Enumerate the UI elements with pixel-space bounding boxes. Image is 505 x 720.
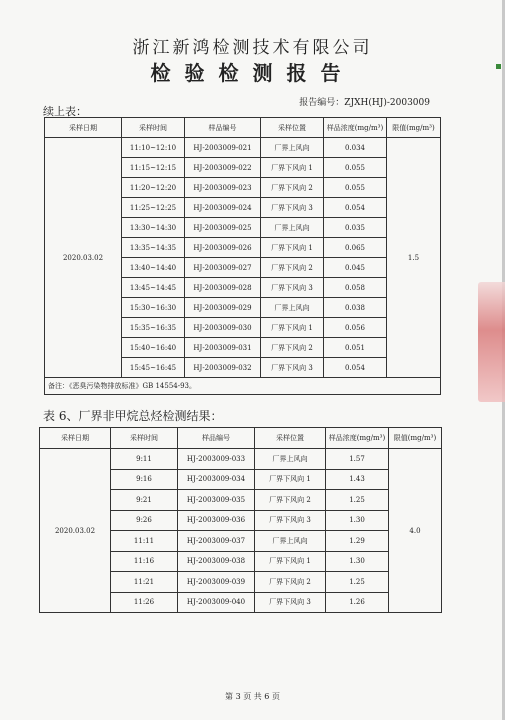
concentration: 1.25 <box>326 490 389 511</box>
sample-time: 9:26 <box>111 510 178 531</box>
sample-time: 9:11 <box>111 449 178 470</box>
concentration: 0.055 <box>324 158 387 178</box>
sample-location: 厂界下风向 2 <box>261 178 324 198</box>
sample-location: 厂界下风向 3 <box>261 358 324 378</box>
sample-time: 15:35~16:35 <box>122 318 185 338</box>
sample-id: HJ-2003009-031 <box>185 338 261 358</box>
sample-id: HJ-2003009-027 <box>185 258 261 278</box>
sample-id: HJ-2003009-021 <box>185 138 261 158</box>
sample-time: 13:40~14:40 <box>122 258 185 278</box>
header-location: 采样位置 <box>261 118 324 138</box>
sample-time: 11:11 <box>111 531 178 552</box>
sample-time: 11:10~12:10 <box>122 138 185 158</box>
sample-location: 厂界上风向 <box>255 449 326 470</box>
table-row <box>40 449 442 470</box>
page-footer: 第 3 页 共 6 页 <box>225 692 280 701</box>
concentration: 1.25 <box>326 572 389 593</box>
sample-time: 11:20~12:20 <box>122 178 185 198</box>
odor-results-table <box>44 117 441 395</box>
limit-value: 1.5 <box>387 138 441 378</box>
header-concentration: 样品浓度(mg/m³) <box>324 118 387 138</box>
sample-id: HJ-2003009-023 <box>185 178 261 198</box>
sample-date: 2020.03.02 <box>45 138 122 378</box>
sample-time: 11:15~12:15 <box>122 158 185 178</box>
table-header-row <box>40 428 442 449</box>
sample-location: 厂界上风向 <box>261 298 324 318</box>
continued-label: 续上表： <box>43 105 87 118</box>
sample-location: 厂界下风向 1 <box>261 158 324 178</box>
sample-id: HJ-2003009-028 <box>185 278 261 298</box>
sample-id: HJ-2003009-025 <box>185 218 261 238</box>
concentration: 1.30 <box>326 510 389 531</box>
sample-location: 厂界下风向 1 <box>255 551 326 572</box>
sample-location: 厂界下风向 2 <box>255 490 326 511</box>
sample-location: 厂界上风向 <box>255 531 326 552</box>
table-note: 备注：《恶臭污染物排放标准》GB 14554-93。 <box>45 378 441 395</box>
sample-time: 15:30~16:30 <box>122 298 185 318</box>
note-row <box>45 378 441 395</box>
concentration: 0.051 <box>324 338 387 358</box>
header-sample-id: 样品编号 <box>178 428 255 449</box>
sample-id: HJ-2003009-022 <box>185 158 261 178</box>
sample-id: HJ-2003009-034 <box>178 469 255 490</box>
concentration: 0.045 <box>324 258 387 278</box>
sample-id: HJ-2003009-026 <box>185 238 261 258</box>
table-header-row <box>45 118 441 138</box>
sample-location: 厂界下风向 3 <box>255 510 326 531</box>
sample-location: 厂界下风向 3 <box>261 278 324 298</box>
concentration: 0.054 <box>324 358 387 378</box>
header-time: 采样时间 <box>111 428 178 449</box>
sample-location: 厂界上风向 <box>261 218 324 238</box>
concentration: 0.055 <box>324 178 387 198</box>
sample-time: 13:45~14:45 <box>122 278 185 298</box>
sample-time: 11:21 <box>111 572 178 593</box>
sample-location: 厂界下风向 3 <box>261 198 324 218</box>
header-sample-id: 样品编号 <box>185 118 261 138</box>
sample-location: 厂界下风向 2 <box>255 572 326 593</box>
sample-id: HJ-2003009-032 <box>185 358 261 378</box>
sample-location: 厂界下风向 2 <box>261 338 324 358</box>
sample-time: 15:45~16:45 <box>122 358 185 378</box>
sample-time: 9:16 <box>111 469 178 490</box>
seal-stamp-icon <box>478 282 505 402</box>
concentration: 0.038 <box>324 298 387 318</box>
concentration: 1.43 <box>326 469 389 490</box>
header-limit: 限值(mg/m³) <box>389 428 442 449</box>
sample-location: 厂界下风向 1 <box>261 238 324 258</box>
sample-location: 厂界上风向 <box>261 138 324 158</box>
concentration: 0.034 <box>324 138 387 158</box>
concentration: 1.29 <box>326 531 389 552</box>
header-location: 采样位置 <box>255 428 326 449</box>
header-date: 采样日期 <box>45 118 122 138</box>
sample-date: 2020.03.02 <box>40 449 111 613</box>
company-name: 浙江新鸿检测技术有限公司 <box>132 38 373 58</box>
concentration: 0.065 <box>324 238 387 258</box>
sample-time: 11:25~12:25 <box>122 198 185 218</box>
concentration: 1.30 <box>326 551 389 572</box>
sample-location: 厂界下风向 3 <box>255 592 326 613</box>
sample-id: HJ-2003009-036 <box>178 510 255 531</box>
sample-time: 9:21 <box>111 490 178 511</box>
concentration: 1.26 <box>326 592 389 613</box>
sample-id: HJ-2003009-039 <box>178 572 255 593</box>
sample-location: 厂界下风向 2 <box>261 258 324 278</box>
sample-time: 11:26 <box>111 592 178 613</box>
table6-caption: 表 6、厂界非甲烷总烃检测结果： <box>43 409 223 423</box>
sample-id: HJ-2003009-029 <box>185 298 261 318</box>
header-time: 采样时间 <box>122 118 185 138</box>
sample-id: HJ-2003009-024 <box>185 198 261 218</box>
header-concentration: 样品浓度(mg/m³) <box>326 428 389 449</box>
concentration: 0.054 <box>324 198 387 218</box>
table-row <box>45 138 441 158</box>
sample-id: HJ-2003009-035 <box>178 490 255 511</box>
nmhc-results-table <box>39 427 442 613</box>
concentration: 0.035 <box>324 218 387 238</box>
sample-time: 13:30~14:30 <box>122 218 185 238</box>
sample-location: 厂界下风向 1 <box>261 318 324 338</box>
sample-id: HJ-2003009-037 <box>178 531 255 552</box>
report-number: 报告编号：ZJXH(HJ)-2003009 <box>299 98 430 108</box>
header-limit: 限值(mg/m³) <box>387 118 441 138</box>
sample-time: 13:35~14:35 <box>122 238 185 258</box>
sample-time: 15:40~16:40 <box>122 338 185 358</box>
concentration: 1.57 <box>326 449 389 470</box>
limit-value: 4.0 <box>389 449 442 613</box>
sample-id: HJ-2003009-040 <box>178 592 255 613</box>
sample-id: HJ-2003009-030 <box>185 318 261 338</box>
sample-id: HJ-2003009-033 <box>178 449 255 470</box>
concentration: 0.058 <box>324 278 387 298</box>
sample-id: HJ-2003009-038 <box>178 551 255 572</box>
concentration: 0.056 <box>324 318 387 338</box>
report-title: 检验检测报告 <box>150 61 355 85</box>
sample-time: 11:16 <box>111 551 178 572</box>
sample-location: 厂界下风向 1 <box>255 469 326 490</box>
header-date: 采样日期 <box>40 428 111 449</box>
